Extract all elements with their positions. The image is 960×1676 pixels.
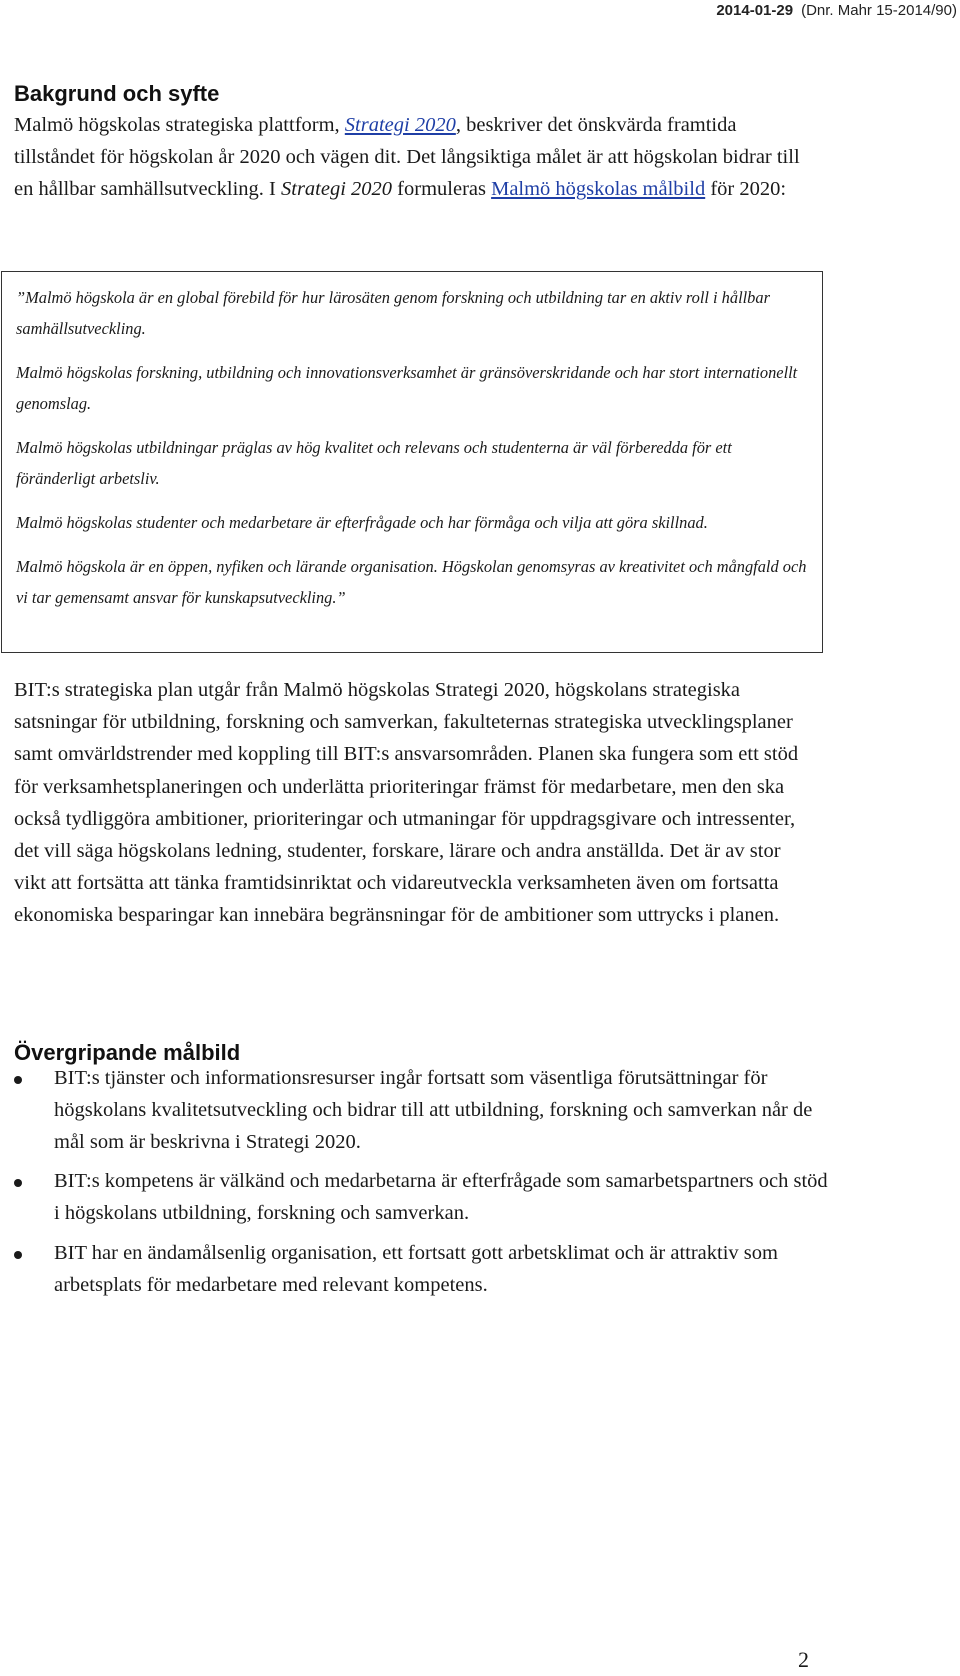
strategic-plan-paragraph: BIT:s strategiska plan utgår från Malmö högskolas Strategi 2020, högskolans strategiska satsningar för utbildning, forskning och samverkan, fakulteternas strategiska utvecklingsplaner samt omvärldstrender med koppling till BIT:s ansvarsområden. Planen ska fungera som ett stöd för verksamhetsplaneringen och underlätta prioriteringar främst för medarbetare, men den ska också tydliggöra ambitioner, prioriteringar och utmaningar för uppdragsgivare och intressenter, det vill säga högskolans ledning, studenter, forskare, lärare och andra anställda. Det är av stor vikt att fortsätta att tänka framtidsinriktat och vidareutveckla verksamheten även om fortsatta ekonomiska besparingar kan innebära begränsningar för de ambitioner som uttrycks i planen. bbox=[14, 679, 799, 927]
intro-text-1: Malmö högskolas strategiska plattform, bbox=[14, 114, 345, 136]
quote-paragraph: Malmö högskolas studenter och medarbetare är efterfrågade och har förmåga och vilja att göra skillnad. bbox=[16, 513, 708, 532]
bullet-item bbox=[0, 1063, 830, 1158]
bullet-dot-icon bbox=[14, 1179, 22, 1187]
intro-text-3: formuleras bbox=[392, 178, 492, 201]
intro-text-2: , beskriver det önskvärda framtida tillståndet för högskolan år 2020 och vägen dit. Det långsiktiga målet är att högskolan bidrar till en hållbar samhällsutveckling. I bbox=[14, 114, 800, 201]
vision-bullet-list bbox=[0, 1063, 830, 1310]
bullet-item bbox=[0, 1166, 830, 1230]
bullet-dot-icon bbox=[14, 1251, 22, 1259]
page-number: 2 bbox=[798, 1647, 809, 1672]
bullet-dot-icon bbox=[14, 1076, 22, 1084]
intro-paragraph bbox=[14, 109, 814, 206]
quote-paragraph: Malmö högskolas forskning, utbildning och innovationsverksamhet är gränsöverskridande och har stort internationellt genomslag. bbox=[16, 363, 798, 413]
document-header-meta bbox=[716, 0, 957, 22]
document-date: 2014-01-29 bbox=[716, 2, 794, 19]
quote-paragraph: Malmö högskolas utbildningar präglas av hög kvalitet och relevans och studenterna är väl förberedda för ett föränderligt arbetsliv. bbox=[16, 438, 732, 488]
bullet-item bbox=[0, 1238, 830, 1302]
bullet-text: BIT:s tjänster och informationsresurser ingår fortsatt som väsentliga förutsättningar för högskolans kvalitetsutveckling och bidrar till att utbildning, forskning och samverkan når de mål som är beskrivna i Strategi 2020. bbox=[54, 1067, 813, 1153]
document-reference: (Dnr. Mahr 15-2014/90) bbox=[801, 2, 957, 19]
quote-paragraph: Malmö högskola är en öppen, nyfiken och lärande organisation. Högskolan genomsyras av kreativitet och mångfald och vi tar gemensamt ansvar för kunskapsutveckling.” bbox=[16, 557, 807, 607]
intro-text-4: för 2020: bbox=[705, 178, 787, 201]
bullet-text: BIT har en ändamålsenlig organisation, ett fortsatt gott arbetsklimat och är attraktiv som arbetsplats för medarbetare med relevant kompetens. bbox=[54, 1241, 778, 1296]
section-heading-overall-vision: Övergripande målbild bbox=[14, 1040, 241, 1065]
malbild-link[interactable]: Malmö högskolas målbild bbox=[491, 178, 706, 201]
strategi-2020-italic: Strategi 2020 bbox=[281, 178, 393, 201]
vision-quote-box bbox=[1, 271, 823, 653]
strategi-2020-link[interactable]: Strategi 2020 bbox=[344, 114, 456, 136]
section-heading-background: Bakgrund och syfte bbox=[14, 81, 220, 106]
quote-paragraph: ”Malmö högskola är en global förebild för hur lärosäten genom forskning och utbildning tar en aktiv roll i hållbar samhällsutveckling. bbox=[16, 288, 770, 338]
bullet-text: BIT:s kompetens är välkänd och medarbetarna är efterfrågade som samarbetspartners och stöd i högskolans utbildning, forskning och samverkan. bbox=[54, 1170, 828, 1225]
